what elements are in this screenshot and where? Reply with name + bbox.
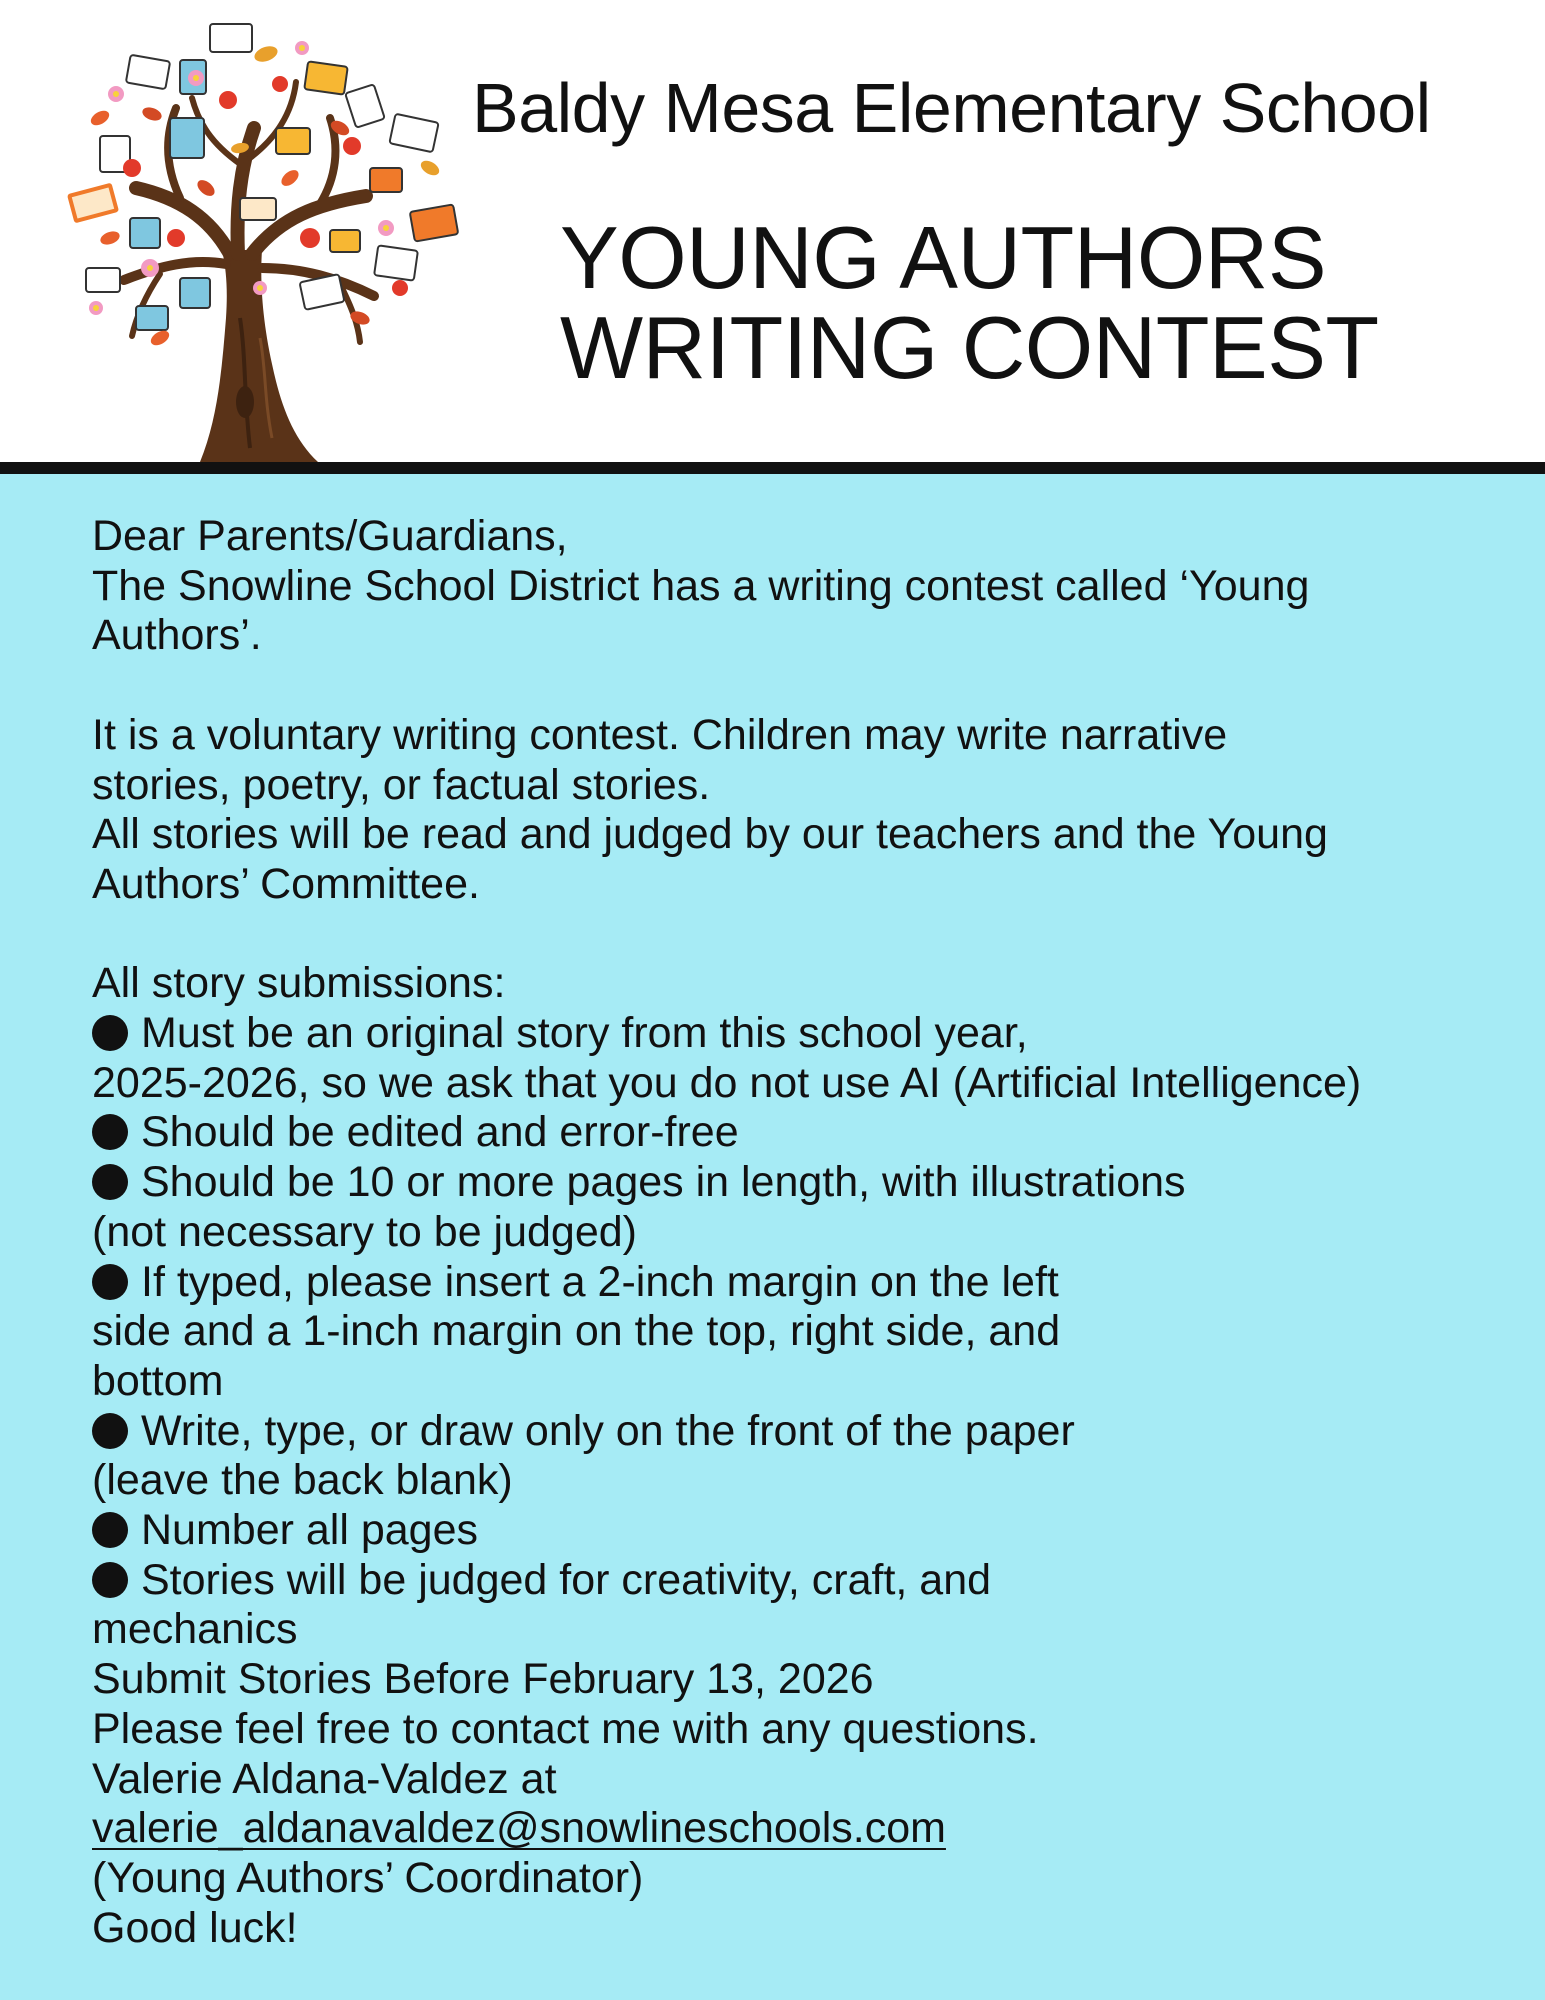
intro-line-2: Authors’.: [92, 611, 262, 660]
bullet-icon: [92, 1015, 128, 1051]
rule-1-line-2: 2025-2026, so we ask that you do not use AI (Artificial Intelligence): [92, 1058, 1362, 1107]
rule-2-line-1: [92, 1108, 1512, 1158]
book-tree-icon: [40, 18, 480, 462]
para2-line-2: stories, poetry, or factual stories.: [92, 760, 711, 809]
coordinator-role: (Young Authors’ Coordinator): [92, 1853, 644, 1902]
rule-3-line-1: [92, 1158, 1512, 1208]
rule-2-text: Should be edited and error-free: [141, 1108, 739, 1157]
rule-5-line-2: (leave the back blank): [92, 1456, 513, 1505]
submissions-heading: All story submissions:: [92, 959, 506, 1008]
para2-line-3: All stories will be read and judged by our teachers and the Young: [92, 810, 1328, 859]
intro-line-1: The Snowline School District has a writing contest called ‘Young: [92, 561, 1310, 610]
coordinator-email-link[interactable]: valerie_aldanavaldez@snowlineschools.com: [92, 1804, 946, 1853]
rule-3-text: Should be 10 or more pages in length, with illustrations: [141, 1158, 1186, 1207]
rule-7-line-1: [92, 1556, 1512, 1606]
para2-line-1: It is a voluntary writing contest. Children may write narrative: [92, 710, 1228, 759]
rule-4-line-3: bottom: [92, 1356, 224, 1405]
bullet-icon: [92, 1164, 128, 1200]
header: [0, 0, 1545, 462]
deadline: Submit Stories Before February 13, 2026: [92, 1655, 874, 1704]
bullet-icon: [92, 1114, 128, 1150]
bullet-icon: [92, 1512, 128, 1548]
contact-line: Please feel free to contact me with any questions.: [92, 1704, 1039, 1753]
rule-3-line-2: (not necessary to be judged): [92, 1207, 637, 1256]
rule-6-line-1: [92, 1506, 1512, 1556]
rule-7-line-2: mechanics: [92, 1605, 298, 1654]
contest-title-line-2: WRITING CONTEST: [560, 298, 1379, 397]
rule-7-text: Stories will be judged for creativity, craft, and: [141, 1555, 992, 1604]
header-divider: [0, 462, 1545, 474]
school-name: Baldy Mesa Elementary School: [472, 69, 1431, 147]
closing: Good luck!: [92, 1903, 298, 1952]
bullet-icon: [92, 1562, 128, 1598]
bullet-icon: [92, 1413, 128, 1449]
bullet-icon: [92, 1264, 128, 1300]
rule-1-text: Must be an original story from this school year,: [141, 1009, 1028, 1057]
paragraph-spacer: [92, 661, 1512, 711]
greeting: Dear Parents/Guardians,: [92, 512, 568, 560]
rule-5-line-1: [92, 1407, 1512, 1457]
rule-4-line-1: [92, 1258, 1512, 1308]
coordinator-name: Valerie Aldana-Valdez at: [92, 1754, 557, 1803]
paragraph-spacer: [92, 910, 1512, 960]
rule-4-text: If typed, please insert a 2-inch margin on the left: [141, 1257, 1059, 1306]
para2-line-4: Authors’ Committee.: [92, 859, 480, 908]
letter-body: [92, 512, 1512, 1953]
rule-5-text: Write, type, or draw only on the front of the paper: [141, 1406, 1075, 1455]
rule-1-line-1: [92, 1009, 1512, 1059]
rule-6-text: Number all pages: [141, 1506, 479, 1555]
email-line: [92, 1804, 1512, 1854]
letter-panel: [0, 474, 1545, 2000]
rule-4-line-2: side and a 1-inch margin on the top, right side, and: [92, 1307, 1061, 1356]
contest-title-line-1: YOUNG AUTHORS: [560, 208, 1327, 307]
